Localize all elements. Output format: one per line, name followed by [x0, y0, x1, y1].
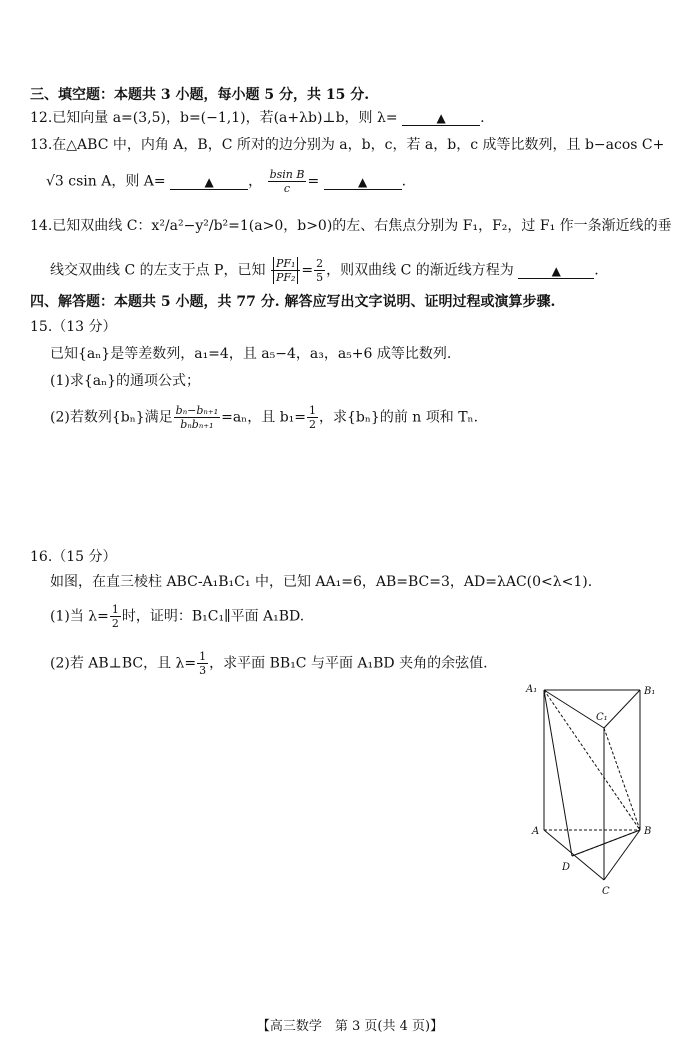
segment-d-b-hidden — [572, 830, 640, 856]
triangle-icon: ▲ — [551, 263, 561, 278]
label-c: C — [602, 886, 610, 897]
segment-a1-b — [544, 690, 640, 830]
triangle-icon: ▲ — [436, 111, 446, 125]
fraction-one-half: $\frac{1}{2}$ — [111, 603, 119, 630]
fraction-two-fifths: $\frac{2}{5}$ — [316, 257, 324, 284]
answer-blank-13a[interactable] — [170, 175, 248, 190]
question-14-line-2: 线交双曲线 C 的左支于点 P，已知 $\frac{\text{PF₁}}{\text{PF₂}}$ = $\frac{2}{5}$ ，则双曲线 C 的渐近线方程为 ▲ . — [50, 257, 599, 284]
question-15-line-1: 已知{aₙ}是等差数列，a₁=4，且 a₅−4，a₃，a₅+6 成等比数列. — [50, 346, 452, 362]
fraction-pf1-over-pf2: $\frac{\text{PF₁}}{\text{PF₂}}$ — [271, 257, 300, 284]
answer-blank-13b[interactable] — [324, 175, 402, 190]
question-13-prefix: 3 csin A，则 A= — [54, 173, 166, 190]
question-16-line-1: 如图，在直三棱柱 ABC-A₁B₁C₁ 中，已知 AA₁=6，AB=BC=3，AD=λAC(0<λ<1). — [50, 574, 593, 590]
question-15-part-2: (2)若数列{bₙ}满足 $\frac{\text{bₙ−bₙ₊₁}}{\text{bₙbₙ₊₁}}$ =aₙ，且 b₁= $\frac{1}{2}$ ，求{bₙ}的前 n 项和 Tₙ. — [50, 404, 479, 431]
question-13-line-1: 13.在△ABC 中，内角 A，B，C 所对的边分别为 a，b，c，若 a，b，c 成等比数列，且 b−acos C+ — [30, 137, 665, 153]
fraction-one-half: $\frac{1}{2}$ — [309, 404, 316, 431]
edge-a1-c1 — [544, 690, 604, 728]
segment-a1-d — [544, 690, 572, 856]
question-15-score: 15.（13 分） — [30, 319, 117, 335]
section-4-title: 四、解答题：本题共 5 小题，共 77 分. 解答应写出文字说明、证明过程或演算步骤. — [30, 294, 556, 310]
label-d: D — [562, 862, 571, 873]
edge-b-c — [604, 830, 640, 880]
question-15-part-1: (1)求{aₙ}的通项公式； — [50, 373, 201, 389]
question-14-line-1: 14.已知双曲线 C：x²/a²−y²/b²=1(a>0，b>0)的左、右焦点分别为 F₁，F₂，过 F₁ 作一条渐近线的垂 — [30, 218, 672, 234]
question-16-part-1: (1)当 λ= $\frac{1}{2}$ 时，证明：B₁C₁∥平面 A₁BD. — [50, 603, 305, 630]
question-14-suffix: ，则双曲线 C 的渐近线方程为 — [326, 262, 514, 279]
section-3-title: 三、填空题：本题共 3 小题，每小题 5 分，共 15 分. — [30, 87, 370, 103]
question-16-score: 16.（15 分） — [30, 549, 117, 565]
prism-figure — [522, 680, 672, 900]
answer-blank-14[interactable] — [518, 264, 594, 279]
edge-b1-c1 — [604, 690, 640, 728]
label-b1: B₁ — [644, 686, 656, 697]
label-b: B — [644, 826, 652, 837]
fraction-bsinb-over-c: $\frac{\text{bsin B}}{c}$ — [269, 168, 305, 195]
fraction-bn-recurrence: $\frac{\text{bₙ−bₙ₊₁}}{\text{bₙbₙ₊₁}}$ — [175, 404, 219, 431]
question-13-line-2: √3 csin A，则 A= ▲ ， $\frac{\text{bsin B}}{c}$ = ▲ . — [46, 168, 407, 195]
segment-c1-b-hidden — [604, 728, 640, 830]
fraction-one-third: $\frac{1}{3}$ — [199, 650, 207, 677]
label-a: A — [532, 826, 540, 837]
question-12-text: 12.已知向量 a=(3,5)，b=(−1,1)，若(a+λb)⊥b，则 λ= — [30, 110, 398, 126]
question-14-prefix: 线交双曲线 C 的左支于点 P，已知 — [50, 262, 266, 279]
triangle-icon: ▲ — [204, 174, 214, 189]
question-16-part-2: (2)若 AB⊥BC，且 λ= $\frac{1}{3}$ ，求平面 BB₁C 与平面 A₁BD 夹角的余弦值. — [50, 650, 488, 677]
triangle-icon: ▲ — [358, 174, 368, 189]
sqrt-symbol: √ — [46, 173, 55, 190]
label-a1: A₁ — [526, 684, 538, 695]
answer-blank-12[interactable] — [402, 111, 480, 126]
question-12: 12.已知向量 a=(3,5)，b=(−1,1)，若(a+λb)⊥b，则 λ= ▲ . — [30, 110, 485, 126]
label-c1: C₁ — [596, 712, 608, 723]
page-footer: 【高三数学 第 3 页(共 4 页)】 — [256, 1019, 444, 1034]
